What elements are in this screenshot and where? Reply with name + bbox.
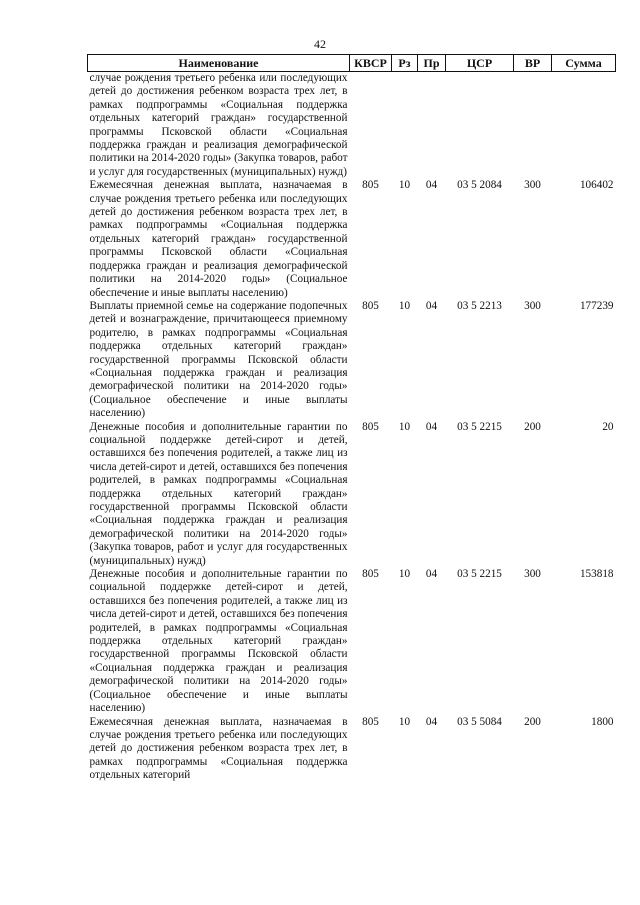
row-rz [392,72,418,180]
row-name: Денежные пособия и дополнительные гарантии по социальной поддержке детей-сирот и детей, оставшихся без попечения родителей, а также лиц из числа детей-сирот и детей, оставшихся без попечения родителей, в рамках подпрограммы «Социальная поддержка отдельных категорий граждан» государственной программы Псковской области «Социальная поддержка граждан и реализация демографической политики на 2014-2020 годы» (Социальное обеспечение и иные выплаты населению) [89,568,348,715]
column-header-sum: Сумма [552,55,616,72]
row-vr: 200 [524,715,541,728]
table-row [88,179,616,300]
row-kvsr: 805 [362,420,379,433]
column-header-kvsr: КВСР [350,55,392,72]
row-rz: 10 [398,420,411,433]
row-vr: 300 [524,568,541,581]
row-rz: 10 [398,299,411,312]
row-vr: 300 [524,299,541,312]
row-rz: 10 [398,568,411,581]
table-row [88,421,616,568]
row-csr [446,72,514,180]
row-csr: 03 5 2084 [457,179,502,192]
column-header-rz: Рз [392,55,418,72]
row-kvsr: 805 [362,715,379,728]
row-sum: 20 [602,420,614,433]
row-name: Ежемесячная денежная выплата, назначаемая в случае рождения третьего ребенка или последующих детей до достижения ребенком возраста трех лет, в рамках подпрограммы «Социальная поддержка отдельных категорий [89,715,348,782]
row-sum: 153818 [579,568,614,581]
column-header-name: Наименование [88,55,350,72]
row-csr: 03 5 2215 [457,568,502,581]
row-vr: 300 [524,179,541,192]
page-number: 42 [314,37,326,51]
table-row [88,568,616,715]
table-header-row [88,55,616,72]
table-row [88,72,616,180]
table-row [88,716,616,783]
row-name: Денежные пособия и дополнительные гарантии по социальной поддержке детей-сирот и детей, оставшихся без попечения родителей, а также лиц из числа детей-сирот и детей, оставшихся без попечения родителей, в рамках подпрограммы «Социальная поддержка отдельных категорий граждан» государственной программы Псковской области «Социальная поддержка граждан и реализация демографической политики на 2014-2020 годы» (Закупка товаров, работ и услуг для государственных (муниципальных) нужд) [89,420,348,567]
row-vr: 200 [524,420,541,433]
row-csr: 03 5 2215 [457,420,502,433]
row-pr: 04 [425,179,438,192]
budget-table [87,54,616,783]
column-header-csr: ЦСР [446,55,514,72]
row-sum: 1800 [591,715,614,728]
row-kvsr: 805 [362,568,379,581]
row-pr: 04 [425,568,438,581]
row-rz: 10 [398,715,411,728]
row-name: случае рождения третьего ребенка или последующих детей до достижения ребенком возраста трех лет, в рамках подпрограммы «Социальная поддержка отдельных категорий граждан» государственной программы Псковской области «Социальная поддержка граждан и реализация демографической политики на 2014-2020 годы» (Закупка товаров, работ и услуг для государственных (муниципальных) нужд) [89,72,348,178]
row-pr: 04 [425,299,438,312]
column-header-pr: Пр [418,55,446,72]
row-vr [514,72,552,180]
row-sum: 177239 [579,299,614,312]
column-header-vr: ВР [514,55,552,72]
table-row [88,300,616,421]
row-kvsr [350,72,392,180]
row-csr: 03 5 2213 [457,299,502,312]
row-name: Ежемесячная денежная выплата, назначаемая в случае рождения третьего ребенка или последующих детей до достижения ребенком возраста трех лет, в рамках подпрограммы «Социальная поддержка отдельных категорий граждан» государственной программы Псковской области «Социальная поддержка граждан и реализация демографической политики на 2014-2020 годы» (Социальное обеспечение и иные выплаты населению) [89,179,348,299]
row-name: Выплаты приемной семье на содержание подопечных детей и вознаграждение, причитающееся приемному родителю, в рамках подпрограммы «Социальная поддержка отдельных категорий граждан» государственной программы Псковской области «Социальная поддержка граждан и реализация демографической политики на 2014-2020 годы» (Социальное обеспечение и иные выплаты населению) [89,299,348,420]
row-pr: 04 [425,420,438,433]
row-csr: 03 5 5084 [457,715,502,728]
row-sum: 106402 [579,179,614,192]
row-kvsr: 805 [362,299,379,312]
row-rz: 10 [398,179,411,192]
row-pr [418,72,446,180]
row-sum [552,72,616,180]
row-pr: 04 [425,715,438,728]
row-kvsr: 805 [362,179,379,192]
